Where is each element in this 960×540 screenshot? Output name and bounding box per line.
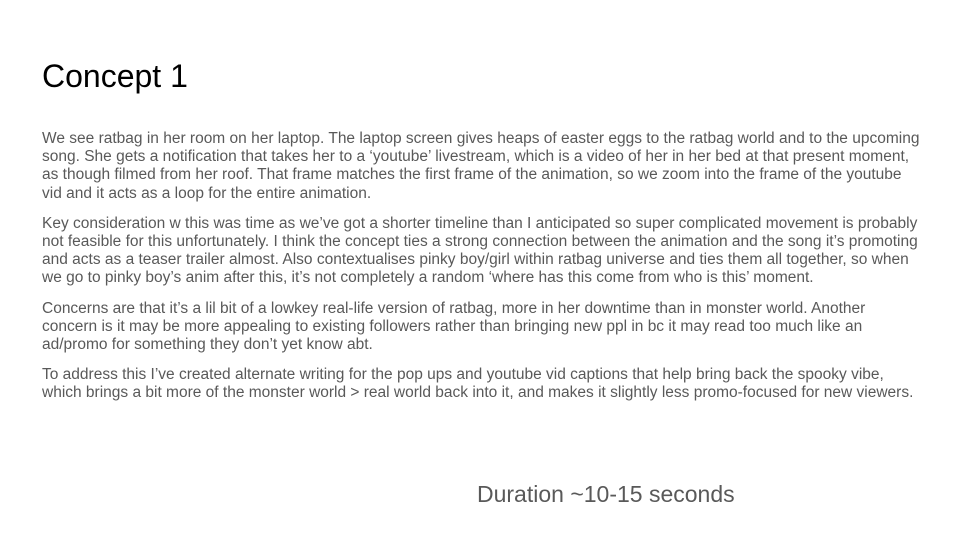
slide-title: Concept 1 [42,58,188,94]
body-paragraph-3: Concerns are that it’s a lil bit of a lowkey real-life version of ratbag, more in her downtime than in monster world. Another concern is it may be more appealing to existing followers rather than bringing new ppl in bc it may read too much like an ad/promo for something they don’t yet know abt. [42,299,866,354]
slide-body [42,130,920,415]
body-paragraph-1: We see ratbag in her room on her laptop. The laptop screen gives heaps of easter eggs to the ratbag world and to the upcoming song. She gets a notification that takes her to a ‘youtube’ livestream, which is a video of her in her bed at that present moment, as though filmed from her roof. That frame matches the first frame of the animation, so we zoom into the frame of the youtube vid and it acts as a loop for the entire animation. [42,130,920,202]
duration-note: Duration ~10-15 seconds [477,481,735,507]
body-paragraph-2: Key consideration w this was time as we’ve got a shorter timeline than I anticipated so super complicated movement is probably not feasible for this unfortunately. I think the concept ties a strong connection between the animation and the song it’s promoting and acts as a teaser trailer almost. Also contextualises pinky boy/girl within ratbag universe and ties them all together, so when we go to pinky boy’s anim after this, it’s not completely a random ‘where has this come from who is this’ moment. [42,214,918,287]
body-paragraph-4: To address this I’ve created alternate writing for the pop ups and youtube vid captions that help bring back the spooky vibe, which brings a bit more of the monster world > real world back into it, and makes it slightly less promo-focused for new viewers. [42,366,914,402]
